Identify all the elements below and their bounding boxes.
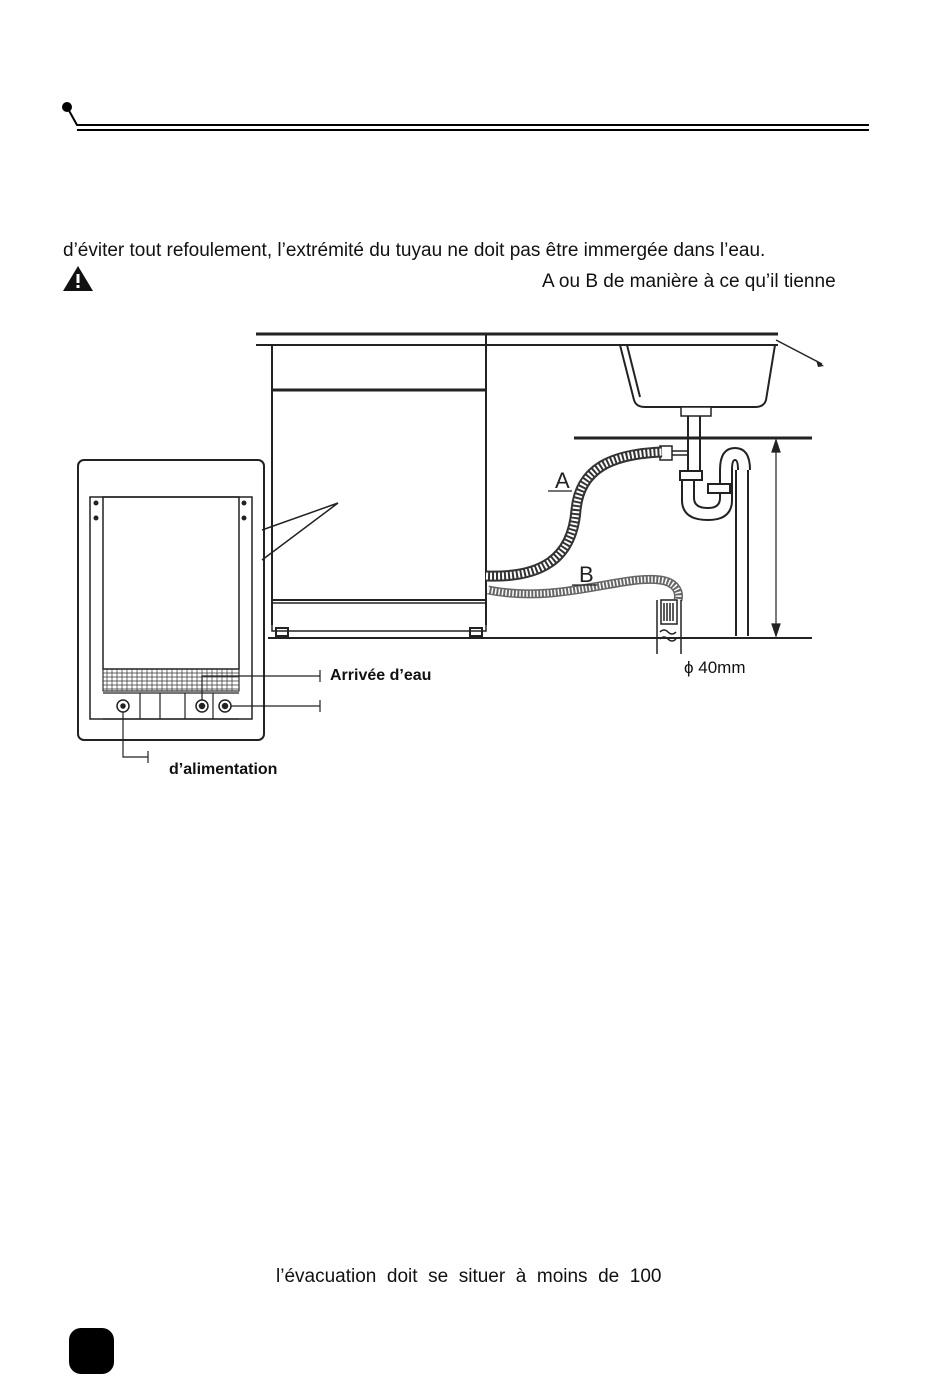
- callout-leaders: [123, 670, 320, 763]
- drain-hose-installation-diagram: [0, 320, 950, 800]
- drain-hose-a: [486, 452, 662, 576]
- label-b-group: [572, 562, 597, 587]
- rear-panel-inset: [78, 460, 264, 740]
- label-a: A: [555, 468, 570, 493]
- dishwasher-front: [272, 345, 486, 636]
- header-rule: [0, 0, 950, 140]
- zoom-callout: [262, 503, 338, 560]
- label-b: B: [579, 562, 594, 587]
- instruction-text-line2: A ou B de manière à ce qu’il tienne: [542, 271, 836, 292]
- callout-power-supply: d’alimentation: [169, 761, 278, 778]
- label-a-group: [548, 468, 572, 493]
- callout-water-inlet: Arrivée d’eau: [330, 667, 432, 684]
- countertop-edge: [776, 340, 822, 364]
- sink-bowl: [620, 345, 775, 407]
- page-number-badge: [69, 1328, 114, 1374]
- pipe-diameter-label: ϕ 40mm: [684, 658, 746, 677]
- bottom-text-line: l’évacuation doit se situer à moins de 100: [276, 1266, 662, 1287]
- standpipe: [657, 600, 681, 654]
- warning-triangle-icon: [62, 265, 94, 292]
- hose-adapter: [660, 446, 688, 460]
- sink-drain: [681, 407, 711, 416]
- drain-outlet-port: [219, 700, 231, 712]
- instruction-text-line1: d’éviter tout refoulement, l’extrémité du tuyau ne doit pas être immergée dans l’eau.: [63, 240, 766, 261]
- sink-trap: [680, 416, 750, 636]
- height-dimension: [772, 440, 780, 636]
- rear-vent-grille: [103, 669, 239, 691]
- power-cord-port: [117, 700, 129, 712]
- water-inlet-port: [196, 700, 208, 712]
- countertop: [256, 334, 778, 345]
